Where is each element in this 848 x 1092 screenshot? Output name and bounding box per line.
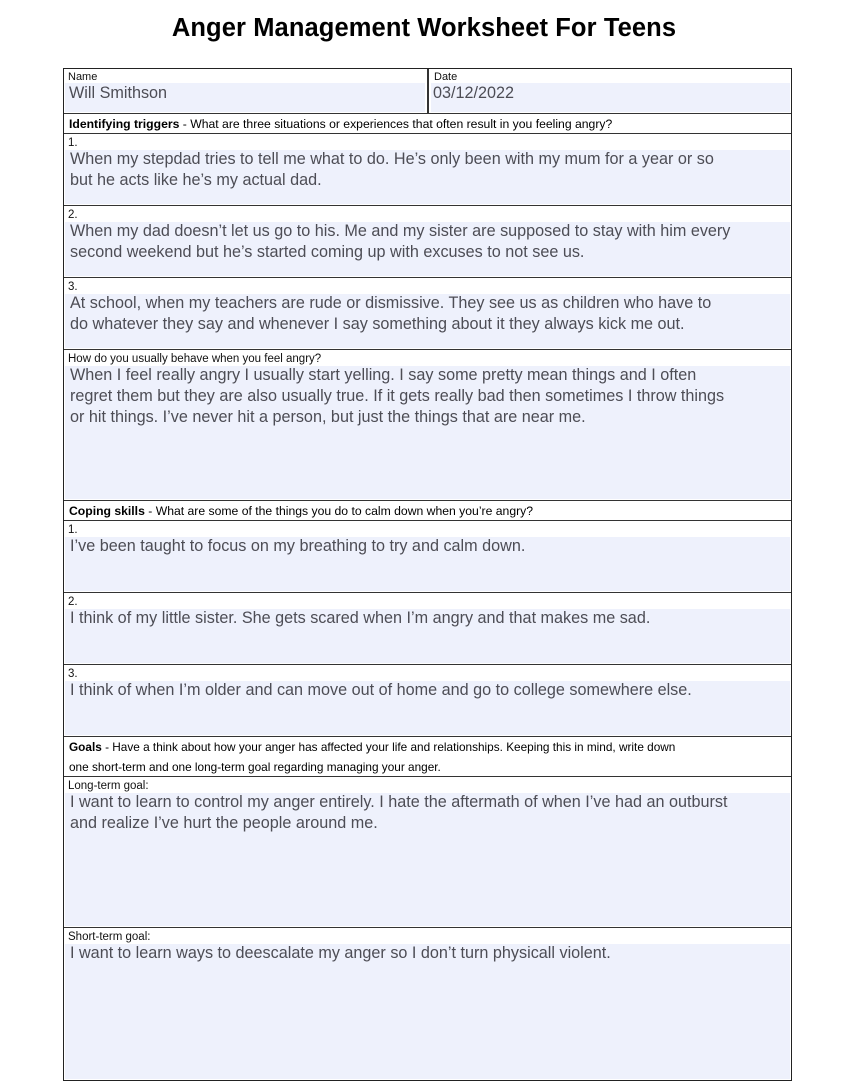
coping-2-number: 2.	[68, 596, 78, 608]
trigger-item-1	[64, 133, 791, 205]
trigger-1-number: 1.	[68, 137, 78, 149]
trigger-1-field[interactable]: When my stepdad tries to tell me what to do. He’s only been with my mum for a year or so but he acts like he’s my actual dad.	[70, 150, 714, 189]
coping-prompt: - What are some of the things you do to calm down when you’re angry?	[144, 504, 534, 518]
coping-heading: Coping skills	[69, 504, 145, 518]
long-term-goal-row	[64, 776, 791, 927]
short-term-goal-field[interactable]: I want to learn ways to deescalate my anger so I don’t turn physicall violent.	[70, 944, 611, 962]
short-term-goal-label: Short-term goal:	[68, 931, 151, 943]
trigger-3-field[interactable]: At school, when my teachers are rude or dismissive. They see us as children who have to do whatever they say and whenever I say something about it they always kick me out.	[70, 294, 712, 333]
coping-item-1	[64, 520, 791, 592]
trigger-3-number: 3.	[68, 281, 78, 293]
short-term-goal-field-bg	[65, 944, 790, 1079]
header-row	[64, 69, 791, 113]
triggers-section-header	[64, 113, 791, 133]
trigger-item-3	[64, 277, 791, 349]
trigger-2-field[interactable]: When my dad doesn’t let us go to his. Me and my sister are supposed to stay with him every second weekend but he’s started coming up with excuses to not see us.	[70, 222, 731, 261]
coping-1-number: 1.	[68, 524, 78, 536]
triggers-heading: Identifying triggers	[69, 117, 180, 131]
worksheet-form	[63, 68, 792, 1081]
trigger-2-number: 2.	[68, 209, 78, 221]
coping-item-2	[64, 592, 791, 664]
name-field[interactable]: Will Smithson	[69, 84, 168, 102]
date-label: Date	[434, 71, 458, 83]
goals-section-header	[64, 736, 791, 776]
coping-1-field[interactable]: I’ve been taught to focus on my breathing to try and calm down.	[70, 537, 526, 555]
goals-heading: Goals	[69, 740, 102, 754]
short-term-goal-row	[64, 927, 791, 1080]
behavior-label: How do you usually behave when you feel angry?	[68, 353, 322, 365]
behavior-row	[64, 349, 791, 500]
behavior-field[interactable]: When I feel really angry I usually start yelling. I say some pretty mean things and I often regret them but they are also usually true. If it gets really bad then sometimes I throw things or hit things. I’ve never hit a person, but just the things that are near me.	[70, 366, 725, 426]
coping-2-field[interactable]: I think of my little sister. She gets scared when I’m angry and that makes me sad.	[70, 609, 651, 627]
triggers-prompt: - What are three situations or experiences that often result in you feeling angry?	[179, 117, 613, 131]
goals-prompt-line-1: - Have a think about how your anger has affected your life and relationships. Keeping this in mind, write down	[101, 740, 676, 754]
coping-3-field[interactable]: I think of when I’m older and can move out of home and go to college somewhere else.	[70, 681, 692, 699]
long-term-goal-label: Long-term goal:	[68, 780, 149, 792]
coping-3-number: 3.	[68, 668, 78, 680]
worksheet-title: Anger Management Worksheet For Teens	[171, 14, 677, 42]
coping-item-3	[64, 664, 791, 736]
long-term-goal-field[interactable]: I want to learn to control my anger entirely. I hate the aftermath of when I’ve had an outburst and realize I’ve hurt the people around me.	[70, 793, 728, 832]
goals-prompt-line-2: one short-term and one long-term goal regarding managing your anger.	[69, 760, 441, 774]
trigger-item-2	[64, 205, 791, 277]
date-field[interactable]: 03/12/2022	[433, 84, 515, 102]
coping-section-header	[64, 500, 791, 520]
name-label: Name	[68, 71, 98, 83]
